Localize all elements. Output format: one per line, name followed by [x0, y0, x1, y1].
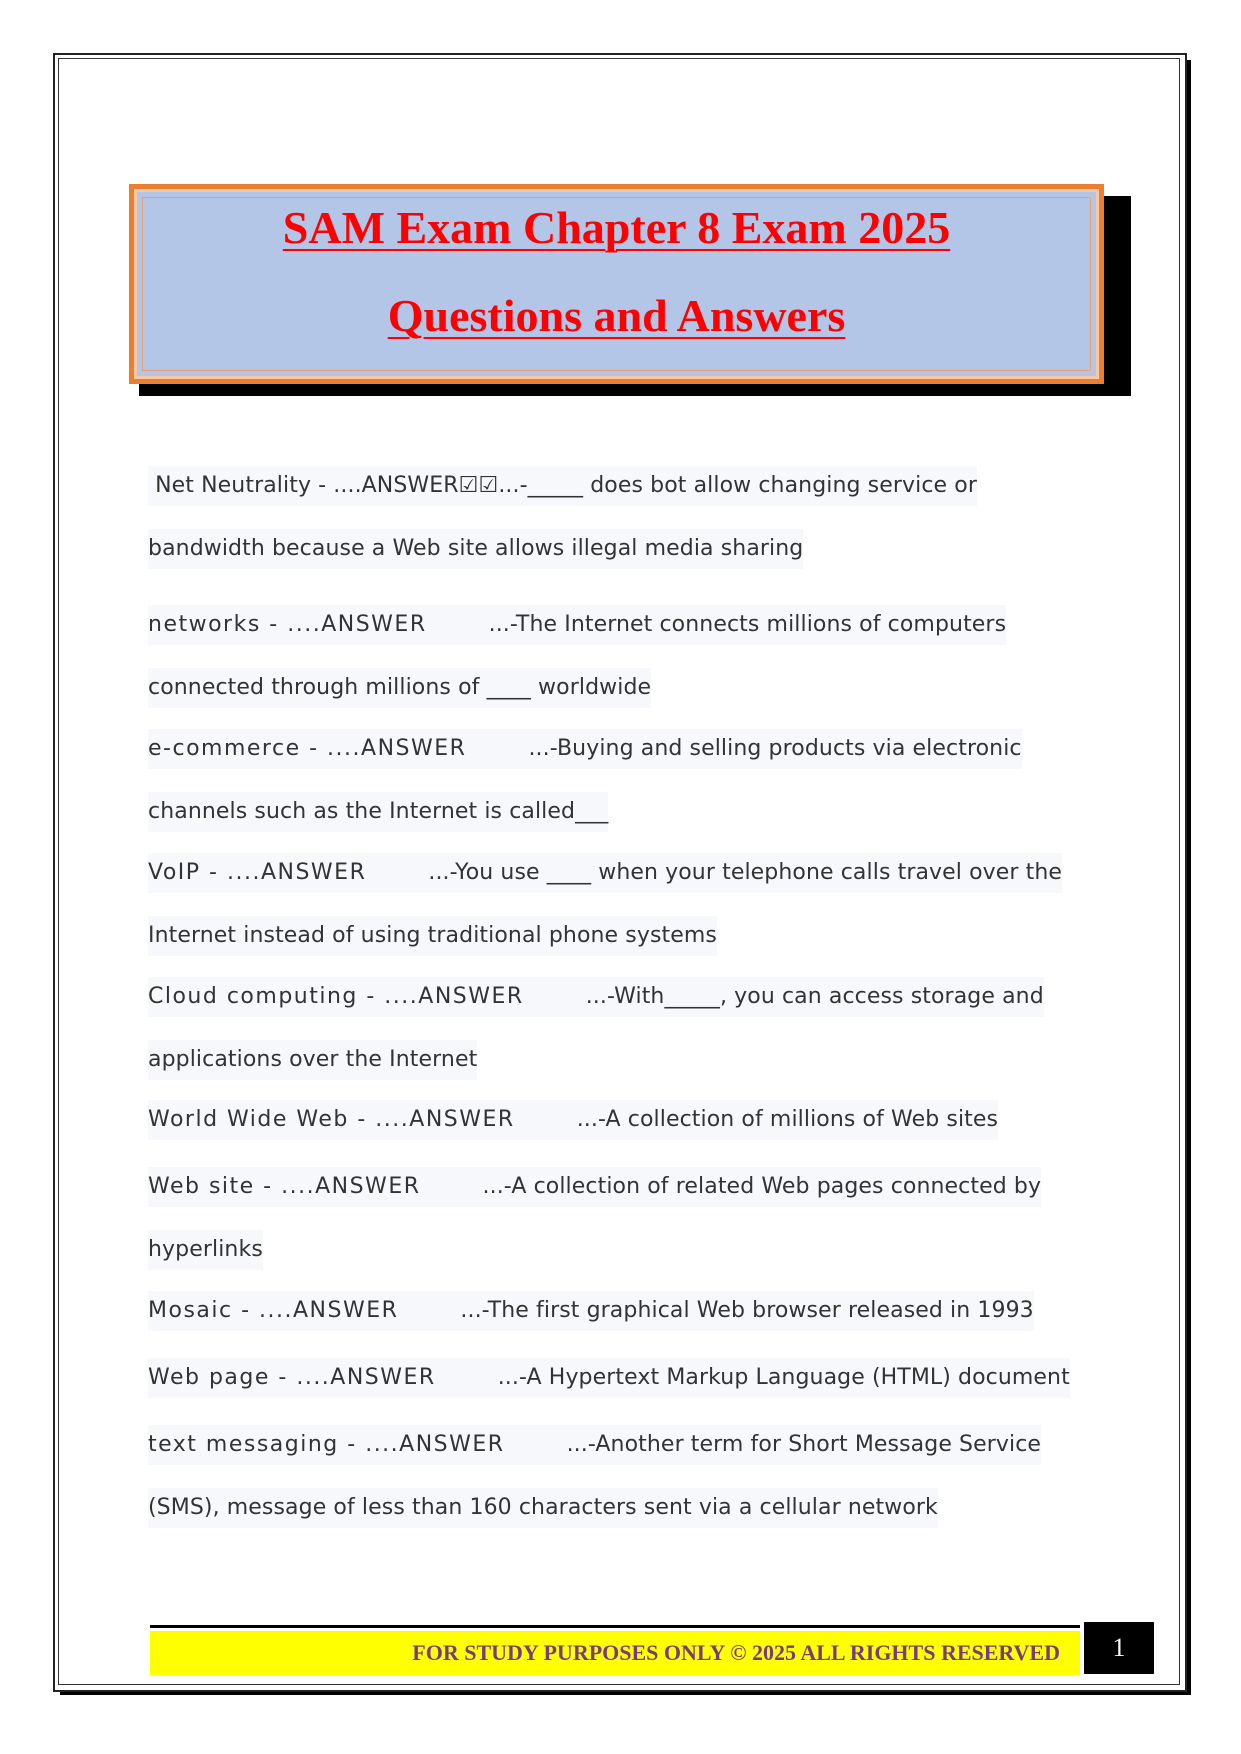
title-box [129, 184, 1104, 384]
qa-answer: ...-A Hypertext Markup Language (HTML) document [497, 1365, 1070, 1390]
qa-term: Web page - ....ANSWER [148, 1365, 436, 1390]
qa-line [148, 1230, 263, 1270]
qa-answer: ...-The Internet connects millions of computers [488, 612, 1007, 637]
qa-term: Mosaic - ....ANSWER [148, 1298, 399, 1323]
qa-answer: ...-Buying and selling products via electronic [528, 736, 1022, 761]
qa-line [148, 1100, 998, 1140]
qa-line [148, 853, 1062, 893]
qa-text: hyperlinks [148, 1237, 263, 1262]
qa-line [148, 529, 803, 569]
qa-line [148, 792, 608, 832]
page-number: 1 [1084, 1622, 1154, 1674]
qa-line [148, 1488, 938, 1528]
qa-line [148, 1040, 477, 1080]
qa-line [148, 977, 1044, 1017]
qa-line [148, 1167, 1041, 1207]
qa-text: Internet instead of using traditional phone systems [148, 923, 717, 948]
footer-text: FOR STUDY PURPOSES ONLY © 2025 ALL RIGHTS RESERVED [412, 1640, 1060, 1665]
qa-line [148, 1291, 1034, 1331]
footer-rule [150, 1625, 1080, 1628]
qa-term: text messaging - ....ANSWER [148, 1432, 505, 1457]
qa-text: connected through millions of ____ worldwide [148, 675, 652, 700]
qa-answer: ...-The first graphical Web browser released in 1993 [460, 1298, 1034, 1323]
qa-text: channels such as the Internet is called___ [148, 799, 609, 824]
qa-answer: ...-You use ____ when your telephone calls travel over the [428, 860, 1063, 885]
qa-line [148, 1358, 1070, 1398]
qa-answer: ...-A collection of related Web pages connected by [482, 1174, 1042, 1199]
qa-line [148, 668, 651, 708]
qa-line [148, 466, 977, 506]
qa-text: (SMS), message of less than 160 characters sent via a cellular network [148, 1495, 938, 1520]
qa-text: Net Neutrality - ....ANSWER☑☑...-_____ does bot allow changing service or [148, 473, 977, 498]
qa-answer: ...-With_____, you can access storage and [585, 984, 1044, 1009]
qa-term: World Wide Web - ....ANSWER [148, 1107, 515, 1132]
qa-term: VoIP - ....ANSWER [148, 860, 367, 885]
page-border-shadow [1187, 60, 1191, 1692]
qa-answer: ...-A collection of millions of Web sites [576, 1107, 999, 1132]
qa-term: e-commerce - ....ANSWER [148, 736, 467, 761]
qa-line [148, 729, 1022, 769]
document-title: SAM Exam Chapter 8 Exam 2025 [282, 202, 951, 253]
qa-answer: ...-Another term for Short Message Service [566, 1432, 1042, 1457]
qa-term: networks - ....ANSWER [148, 612, 427, 637]
qa-line [148, 1425, 1041, 1465]
document-subtitle: Questions and Answers [387, 290, 846, 341]
qa-line [148, 605, 1006, 645]
qa-text: bandwidth because a Web site allows illegal media sharing [148, 536, 804, 561]
qa-term: Cloud computing - ....ANSWER [148, 984, 524, 1009]
qa-line [148, 916, 717, 956]
qa-term: Web site - ....ANSWER [148, 1174, 421, 1199]
qa-text: applications over the Internet [148, 1047, 478, 1072]
